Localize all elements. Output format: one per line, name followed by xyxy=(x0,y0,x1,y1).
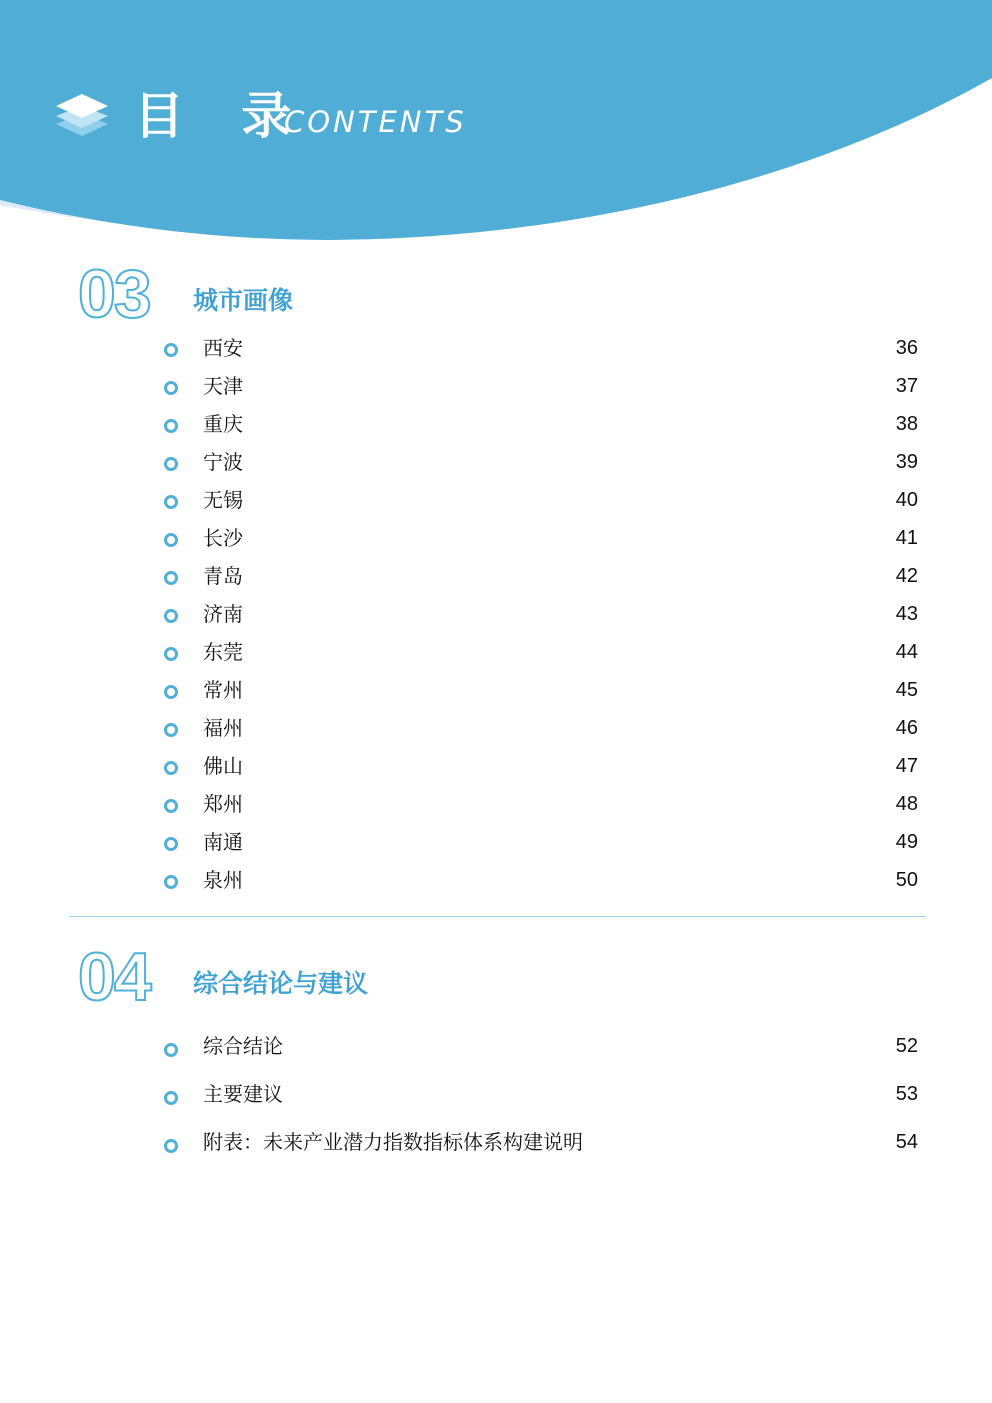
bullet-icon xyxy=(164,381,178,395)
toc-item[interactable] xyxy=(0,715,992,745)
toc-item[interactable] xyxy=(0,563,992,593)
toc-item-page: 40 xyxy=(895,489,918,511)
bullet-icon xyxy=(164,685,178,699)
toc-item[interactable] xyxy=(0,1129,992,1159)
toc-item-page: 53 xyxy=(895,1083,918,1105)
toc-item-page: 45 xyxy=(895,679,918,701)
toc-item[interactable] xyxy=(0,373,992,403)
toc-item-page: 52 xyxy=(895,1035,918,1057)
toc-item[interactable] xyxy=(0,639,992,669)
toc-item-page: 48 xyxy=(895,793,918,815)
bullet-icon xyxy=(164,799,178,813)
toc-item[interactable] xyxy=(0,335,992,365)
toc-item-label: 青岛 xyxy=(203,564,243,588)
toc-item-page: 46 xyxy=(895,717,918,739)
section-title: 综合结论与建议 xyxy=(193,969,369,998)
toc-item[interactable] xyxy=(0,677,992,707)
toc-item-label: 附表：未来产业潜力指数指标体系构建说明 xyxy=(203,1130,583,1154)
toc-item-label: 福州 xyxy=(203,716,243,740)
toc-item-label: 重庆 xyxy=(203,412,243,436)
toc-item-label: 西安 xyxy=(203,336,243,360)
toc-item[interactable] xyxy=(0,1081,992,1111)
toc-item-label: 济南 xyxy=(203,602,243,626)
toc-item[interactable] xyxy=(0,791,992,821)
toc-item-label: 宁波 xyxy=(203,450,243,474)
toc-item-page: 37 xyxy=(895,375,918,397)
bullet-icon xyxy=(164,875,178,889)
toc-item-page: 50 xyxy=(895,869,918,891)
bullet-icon xyxy=(164,419,178,433)
toc-item[interactable] xyxy=(0,487,992,517)
toc-item[interactable] xyxy=(0,753,992,783)
toc-item-label: 东莞 xyxy=(203,640,243,664)
toc-item-page: 47 xyxy=(895,755,918,777)
toc-item-label: 郑州 xyxy=(203,792,243,816)
section-title: 城市画像 xyxy=(193,286,294,315)
section-number: 04 xyxy=(78,939,150,1015)
bullet-icon xyxy=(164,837,178,851)
toc-item-page: 42 xyxy=(895,565,918,587)
bullet-icon xyxy=(164,533,178,547)
toc-item-page: 49 xyxy=(895,831,918,853)
toc-item[interactable] xyxy=(0,829,992,859)
toc-item-label: 天津 xyxy=(203,374,243,398)
toc-item-label: 佛山 xyxy=(203,754,243,778)
toc-item-page: 38 xyxy=(895,413,918,435)
layers-icon xyxy=(54,92,110,138)
toc-item[interactable] xyxy=(0,449,992,479)
bullet-icon xyxy=(164,457,178,471)
page-title-cn: 目 录 xyxy=(134,87,312,145)
page-title-en: CONTENTS xyxy=(284,105,467,139)
toc-item[interactable] xyxy=(0,525,992,555)
toc-item[interactable] xyxy=(0,1033,992,1063)
bullet-icon xyxy=(164,1091,178,1105)
bullet-icon xyxy=(164,343,178,357)
toc-item[interactable] xyxy=(0,411,992,441)
toc-item[interactable] xyxy=(0,867,992,897)
toc-item-label: 长沙 xyxy=(203,526,243,550)
bullet-icon xyxy=(164,1043,178,1057)
section-divider xyxy=(70,916,926,917)
toc-item-label: 综合结论 xyxy=(203,1034,283,1058)
toc-item-label: 常州 xyxy=(203,678,243,702)
toc-item-label: 南通 xyxy=(203,830,243,854)
toc-item[interactable] xyxy=(0,601,992,631)
bullet-icon xyxy=(164,609,178,623)
toc-item-label: 泉州 xyxy=(203,868,243,892)
toc-item-page: 44 xyxy=(895,641,918,663)
toc-item-page: 36 xyxy=(895,337,918,359)
bullet-icon xyxy=(164,571,178,585)
toc-item-page: 54 xyxy=(895,1131,918,1153)
toc-item-label: 无锡 xyxy=(203,488,243,512)
bullet-icon xyxy=(164,1139,178,1153)
bullet-icon xyxy=(164,495,178,509)
toc-item-page: 43 xyxy=(895,603,918,625)
toc-item-page: 39 xyxy=(895,451,918,473)
bullet-icon xyxy=(164,647,178,661)
toc-item-label: 主要建议 xyxy=(203,1082,283,1106)
bullet-icon xyxy=(164,761,178,775)
section-number: 03 xyxy=(78,256,150,332)
toc-item-page: 41 xyxy=(895,527,918,549)
bullet-icon xyxy=(164,723,178,737)
